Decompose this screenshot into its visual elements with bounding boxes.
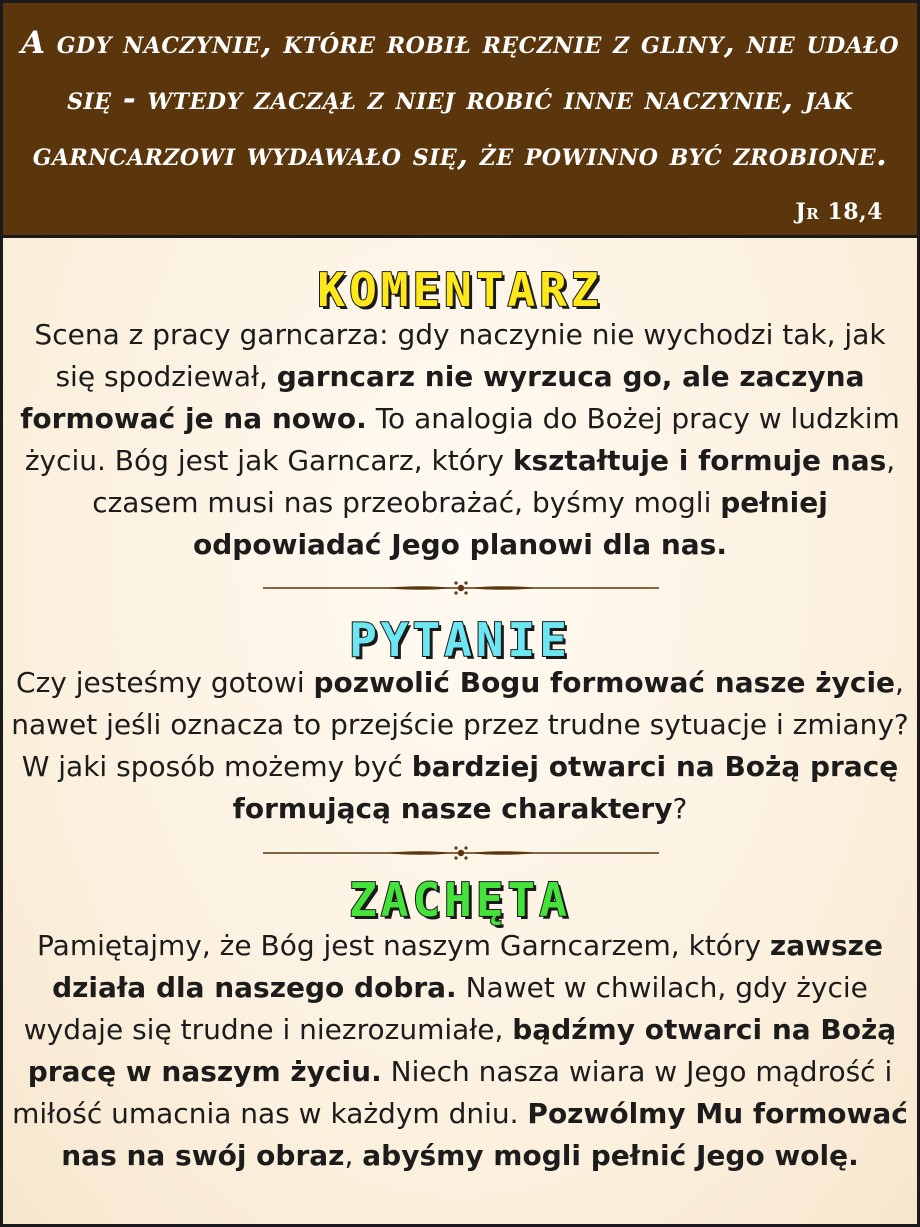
emphasis-text: bądźmy otwarci na Bożą pracę w naszym życiu. xyxy=(27,1013,897,1088)
emphasis-text: kształtuje i formuje nas xyxy=(512,444,887,477)
section-heading-komentarz: KOMENTARZ xyxy=(317,263,603,317)
body-text: , czasem musi nas przeobrażać, byśmy mogli xyxy=(92,444,896,519)
verse-banner xyxy=(3,3,917,238)
emphasis-text: garncarz nie wyrzuca go, ale zaczyna formować je na nowo. xyxy=(20,360,865,435)
body-text: , nawet jeśli oznacza to przejście przez trudne sytuacje i zmiany? W jaki sposób możemy być xyxy=(11,666,909,783)
body-text: Scena z pracy garncarza: gdy naczynie nie wychodzi tak, jak się spodziewał, xyxy=(34,318,886,393)
body-text: Nawet w chwilach, gdy życie wydaje się trudne i niezrozumiałe, xyxy=(23,971,868,1046)
verse-reference: Jr 18,4 xyxy=(795,199,883,225)
body-text: ? xyxy=(672,792,688,825)
emphasis-text: abyśmy mogli pełnić Jego wolę. xyxy=(362,1139,859,1172)
body-text: Pamiętajmy, że Bóg jest naszym Garncarzem, który xyxy=(37,929,770,962)
emphasis-text: pozwolić Bogu formować nasze życie xyxy=(313,666,896,699)
emphasis-text: pełniej odpowiadać Jego planowi dla nas. xyxy=(193,486,828,561)
section-text-zacheta xyxy=(11,925,909,1177)
ornament-divider-icon xyxy=(263,580,659,596)
body-text: , xyxy=(344,1139,363,1172)
emphasis-text: zawsze działa dla naszego dobra. xyxy=(52,929,883,1004)
emphasis-text: bardziej otwarci na Bożą pracę formującą nasze charaktery xyxy=(232,750,899,825)
ornament-divider-icon xyxy=(263,845,659,861)
bible-verse: A gdy naczynie, które robił ręcznie z gliny, nie udało się - wtedy zaczął z niej robić inne naczynie, jak garncarzowi wydawało się, że powinno być zrobione. xyxy=(20,25,900,173)
body-text: Czy jesteśmy gotowi xyxy=(16,666,314,699)
section-text-pytanie xyxy=(11,662,909,830)
emphasis-text: Pozwólmy Mu formować nas na swój obraz xyxy=(61,1097,908,1172)
body-text: Niech nasza wiara w Jego mądrość i miłość umacnia nas w każdym dniu. xyxy=(12,1055,893,1130)
body-text: To analogia do Bożej pracy w ludzkim życiu. Bóg jest jak Garncarz, który xyxy=(24,402,900,477)
section-heading-zacheta: ZACHĘTA xyxy=(349,873,571,927)
section-heading-pytanie: PYTANIE xyxy=(349,613,571,667)
section-text-komentarz xyxy=(11,314,909,566)
